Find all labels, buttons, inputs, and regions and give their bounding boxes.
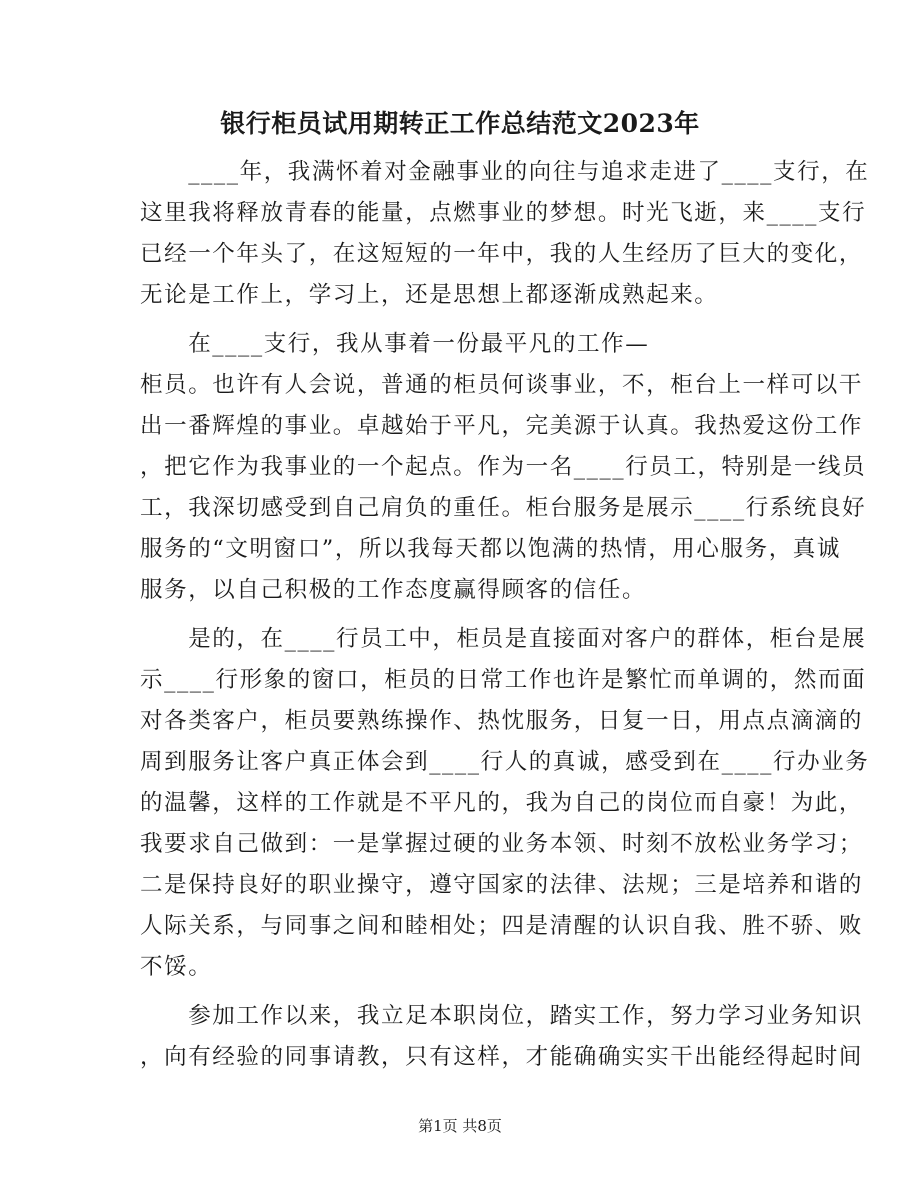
page-number: 第1页 共8页 — [418, 1117, 502, 1135]
text-line: 示____行形象的窗口，柜员的日常工作也许是繁忙而单调的，然而面 — [140, 667, 867, 693]
paragraph-2 — [140, 324, 867, 611]
text-line: 服务，以自己积极的工作态度赢得顾客的信任。 — [140, 577, 647, 603]
text-line: 是的，在____行员工中，柜员是直接面对客户的群体，柜台是展 — [140, 626, 867, 652]
paragraph-4 — [140, 996, 864, 1078]
text-line: 这里我将释放青春的能量，点燃事业的梦想。时光飞逝，来____支行 — [140, 200, 867, 226]
paragraph-3 — [140, 619, 870, 988]
text-line: 二是保持良好的职业操守，遵守国家的法律、法规；三是培养和谐的 — [140, 872, 864, 898]
text-line: ，向有经验的同事请教，只有这样，才能确确实实干出能经得起时间 — [140, 1044, 864, 1070]
text-line: 参加工作以来，我立足本职岗位，踏实工作，努力学习业务知识 — [140, 1003, 864, 1029]
paragraph-1 — [140, 152, 870, 316]
document-title: 银行柜员试用期转正工作总结范文2023年 — [220, 109, 700, 138]
text-line: 对各类客户，柜员要熟练操作、热忱服务，日复一日，用点点滴滴的 — [140, 708, 864, 734]
text-line: 周到服务让客户真正体会到____行人的真诚，感受到在____行办业务 — [140, 749, 870, 775]
text-line: 服务的“文明窗口”，所以我每天都以饱满的热情，用心服务，真诚 — [140, 536, 842, 562]
text-line: 工，我深切感受到自己肩负的重任。柜台服务是展示____行系统良好 — [140, 495, 867, 521]
text-line: 在____支行，我从事着一份最平凡的工作— — [140, 331, 650, 357]
text-line: 柜员。也许有人会说，普通的柜员何谈事业，不，柜台上一样可以干 — [140, 372, 864, 398]
text-line: 人际关系，与同事之间和睦相处；四是清醒的认识自我、胜不骄、败 — [140, 913, 864, 939]
text-line: 的温馨，这样的工作就是不平凡的，我为自己的岗位而自豪！为此， — [140, 790, 864, 816]
text-line: 出一番辉煌的事业。卓越始于平凡，完美源于认真。我热爱这份工作 — [140, 413, 864, 439]
text-line: ，把它作为我事业的一个起点。作为一名____行员工，特别是一线员 — [140, 454, 867, 480]
text-line: 已经一个年头了，在这短短的一年中，我的人生经历了巨大的变化， — [140, 241, 864, 267]
text-line: 无论是工作上，学习上，还是思想上都逐渐成熟起来。 — [140, 282, 719, 308]
text-line: 不馁。 — [140, 954, 213, 980]
text-line: ____年，我满怀着对金融事业的向往与追求走进了____支行，在 — [140, 159, 870, 185]
document-body — [140, 152, 870, 1078]
text-line: 我要求自己做到：一是掌握过硬的业务本领、时刻不放松业务学习； — [140, 831, 864, 857]
